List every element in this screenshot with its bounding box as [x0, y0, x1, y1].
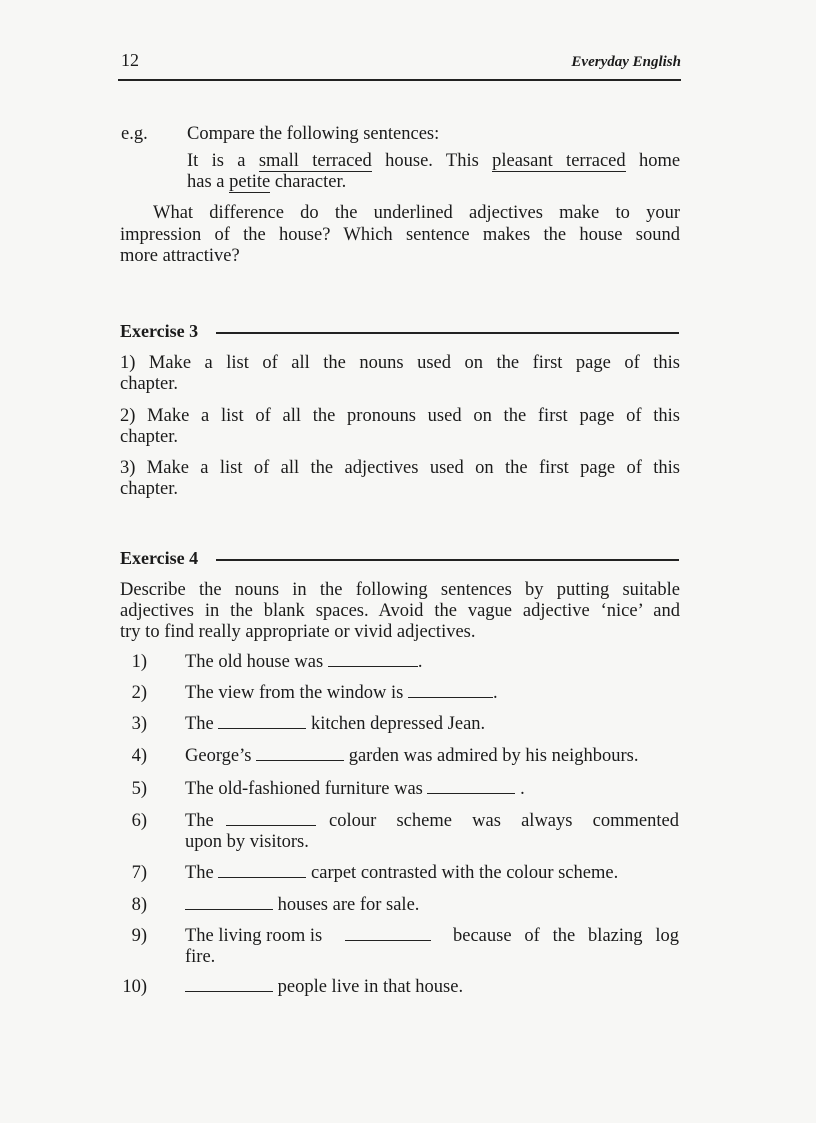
item-text: .	[417, 652, 423, 672]
answer-blank	[185, 895, 273, 910]
exercise-4-item-number: 6)	[131, 811, 147, 831]
exercise-4-intro-line1: Describe the nouns in the following sentences by putting suitable	[120, 580, 680, 600]
example-line2-part2: character.	[274, 172, 347, 192]
example-line2-part1: has a	[187, 172, 225, 192]
answer-blank	[345, 926, 431, 941]
exercise-4-title: Exercise 4	[120, 548, 199, 568]
example-line1-part3: home	[638, 151, 681, 171]
item-text: The old house was	[185, 652, 324, 672]
exercise-4-item-5	[185, 779, 525, 800]
exercise-4-item-2	[185, 683, 498, 704]
header-rule	[118, 79, 681, 81]
exercise-3-title: Exercise 3	[120, 321, 199, 341]
exercise-3-item-2-line1: 2) Make a list of all the pronouns used on the first page of this	[120, 406, 680, 426]
item-text: .	[493, 683, 498, 703]
exercise-4-item-7	[185, 863, 618, 884]
exercise-4-item-8	[185, 895, 419, 916]
item-text: garden was admired by his neighbours.	[348, 746, 639, 766]
exercise-3-item-2-line2: chapter.	[120, 427, 179, 447]
example-sentence-line2	[187, 172, 346, 193]
underlined-adjective-pleasant-terraced: pleasant terraced	[492, 151, 626, 171]
underlined-adjective-small-terraced: small terraced	[258, 151, 372, 171]
answer-blank	[328, 652, 418, 667]
exercise-4-intro-line3: try to find really appropriate or vivid adjectives.	[120, 622, 476, 642]
page-number: 12	[121, 50, 139, 70]
answer-blank	[218, 863, 306, 878]
answer-blank	[226, 811, 316, 826]
item-text: .	[520, 779, 525, 799]
exercise-4-item-number: 2)	[131, 683, 147, 703]
item-text: because of the blazing log	[452, 926, 679, 946]
underlined-adjective-petite: petite	[229, 172, 271, 192]
example-label: e.g.	[121, 124, 148, 144]
exercise-3-item-3-line1: 3) Make a list of all the adjectives used on the first page of this	[120, 458, 680, 478]
item-text: houses are for sale.	[277, 895, 420, 915]
exercise-3-item-3-line2: chapter.	[120, 479, 179, 499]
example-question-line3: more attractive?	[120, 246, 240, 266]
exercise-4-item-3	[185, 714, 485, 735]
item-text: carpet contrasted with the colour scheme.	[311, 863, 619, 883]
exercise-4-item-number: 9)	[131, 926, 147, 946]
exercise-4-item-9-continuation: fire.	[185, 947, 216, 967]
item-text: colour scheme was always commented	[328, 811, 679, 831]
exercise-4-item-number: 8)	[131, 895, 147, 915]
item-text: The living room is	[185, 926, 323, 946]
item-text: The	[185, 811, 214, 831]
example-intro: Compare the following sentences:	[187, 124, 440, 144]
exercise-4-item-4	[185, 746, 638, 767]
exercise-4-item-6	[185, 811, 679, 832]
exercise-4-intro-line2: adjectives in the blank spaces. Avoid the vague adjective ‘nice’ and	[120, 601, 680, 621]
example-line1-part2: house. This	[385, 151, 479, 171]
answer-blank	[427, 779, 515, 794]
exercise-4-item-number: 4)	[131, 746, 147, 766]
answer-blank	[256, 746, 344, 761]
item-text: George’s	[185, 746, 252, 766]
exercise-4-item-number: 1)	[131, 652, 147, 672]
exercise-3-item-1-line2: chapter.	[120, 374, 179, 394]
exercise-4-rule	[216, 559, 679, 561]
answer-blank	[218, 714, 306, 729]
answer-blank	[185, 977, 273, 992]
item-text: people live in that house.	[277, 977, 464, 997]
item-text: The old-fashioned furniture was	[185, 779, 423, 799]
item-text: The	[185, 714, 214, 734]
exercise-4-item-9	[185, 926, 679, 947]
item-text: The view from the window is	[185, 683, 404, 703]
example-line1-part1: It is a	[187, 151, 246, 171]
exercise-3-item-1-line1: 1) Make a list of all the nouns used on the first page of this	[120, 353, 680, 373]
answer-blank	[408, 683, 493, 698]
example-sentence-line1	[187, 151, 680, 172]
exercise-4-item-number: 7)	[131, 863, 147, 883]
item-text: The	[185, 863, 214, 883]
item-text: kitchen depressed Jean.	[311, 714, 486, 734]
exercise-4-item-10	[185, 977, 463, 998]
example-question-line2: impression of the house? Which sentence makes the house sound	[120, 225, 680, 245]
example-question-line1: What difference do the underlined adjectives make to your	[153, 203, 680, 223]
exercise-4-item-number: 5)	[131, 779, 147, 799]
exercise-4-item-1	[185, 652, 422, 673]
running-title: Everyday English	[571, 54, 681, 70]
exercise-4-item-6-continuation: upon by visitors.	[185, 832, 309, 852]
exercise-3-rule	[216, 332, 679, 334]
exercise-4-item-number: 10)	[122, 977, 147, 997]
exercise-4-item-number: 3)	[131, 714, 147, 734]
